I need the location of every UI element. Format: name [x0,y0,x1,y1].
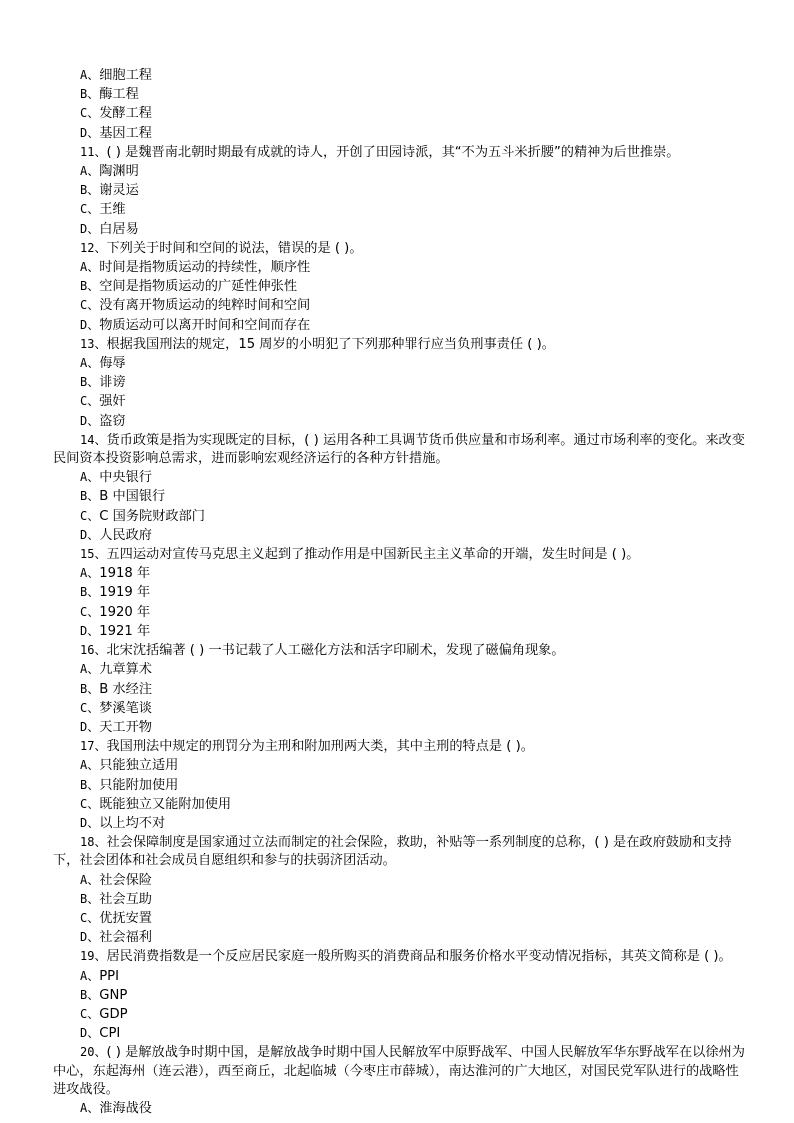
question-17 [53,737,750,833]
option-d: D、基因工程 [80,125,152,141]
question-20 [53,1043,750,1118]
option-a: A、1918 年 [80,566,151,582]
option-c: C、发酵工程 [80,106,152,122]
option-d: D、以上均不对 [80,815,166,831]
question-16 [53,641,750,737]
question-text: 11、( ) 是魏晋南北朝时期最有成就的诗人，开创了田园诗派，其“不为五斗米折腰”的精神为后世推崇。 [80,144,680,160]
option-d: D、社会福利 [80,930,152,946]
option-b: B、酶工程 [80,87,139,103]
option-b: B、B 水经注 [80,681,153,697]
option-a: A、社会保险 [80,872,152,888]
option-c: C、C 国务院财政部门 [80,508,205,524]
option-d: D、1921 年 [80,623,151,639]
option-c: C、王维 [80,202,126,218]
option-d: D、CPI [80,1026,121,1042]
option-c: C、1920 年 [80,604,151,620]
option-b: B、GNP [80,987,128,1003]
option-b: B、社会互助 [80,891,152,907]
option-d: D、物质运动可以离开时间和空间而存在 [80,317,311,333]
option-c: C、梦溪笔谈 [80,700,152,716]
option-b: B、只能附加使用 [80,777,179,793]
option-a: A、细胞工程 [80,68,152,83]
question-15 [53,545,750,641]
document-page [53,66,750,1118]
option-c: C、GDP [80,1006,128,1022]
question-text: 17、我国刑法中规定的刑罚分为主刑和附加刑两大类，其中主刑的特点是 ( )。 [80,739,534,755]
option-b: B、1919 年 [80,585,151,601]
question-19 [53,947,750,1043]
option-b: B、诽谤 [80,375,126,391]
question-text: 15、五四运动对宣传马克思主义起到了推动作用是中国新民主主义革命的开端，发生时间是 ( )。 [80,547,640,563]
question-14 [53,431,750,545]
question-text: 20、( ) 是解放战争时期中国，是解放战争时期中国人民解放军中原野战军、中国人民解放军华东野战军在以徐州为中心，东起海州（连云港），西至商丘，北起临城（今枣庄市薛城），南达淮河的广大地区，对国民党军队进行的战略性进攻战役。 [53,1045,745,1097]
question-text: 19、居民消费指数是一个反应居民家庭一般所购买的消费商品和服务价格水平变动情况指标，其英文简称是 ( )。 [80,949,732,965]
question-text: 13、根据我国刑法的规定，15 周岁的小明犯了下列那种罪行应当负刑事责任 ( )。 [80,336,555,352]
option-d: D、天工开物 [80,719,152,735]
option-c: C、强奸 [80,394,126,410]
question-10-options [53,66,750,143]
option-b: B、B 中国银行 [80,489,166,505]
option-a: A、只能独立适用 [80,758,179,774]
question-text: 12、下列关于时间和空间的说法，错误的是 ( )。 [80,240,363,256]
option-a: A、时间是指物质运动的持续性，顺序性 [80,260,311,276]
option-a: A、淮海战役 [80,1100,152,1116]
option-d: D、盗窃 [80,413,126,429]
option-d: D、白居易 [80,221,139,237]
question-18 [53,833,750,947]
option-c: C、既能独立又能附加使用 [80,796,232,812]
option-d: D、人民政府 [80,527,152,543]
option-a: A、陶渊明 [80,164,139,180]
option-c: C、优抚安置 [80,910,152,926]
option-a: A、PPI [80,968,120,984]
option-a: A、侮辱 [80,356,126,372]
option-a: A、九章算术 [80,662,152,678]
question-11 [53,143,750,239]
option-b: B、空间是指物质运动的广延性伸张性 [80,279,298,295]
option-c: C、没有离开物质运动的纯粹时间和空间 [80,298,311,314]
question-text: 16、北宋沈括编著 ( ) 一书记载了人工磁化方法和活字印刷术，发现了磁偏角现象。 [80,643,565,659]
question-13 [53,335,750,431]
question-text: 18、社会保障制度是国家通过立法而制定的社会保险，救助，补贴等一系列制度的总称，( ) 是在政府鼓励和支持下，社会团体和社会成员自愿组织和参与的扶弱济团活动。 [53,835,732,869]
option-a: A、中央银行 [80,470,152,486]
question-text: 14、货币政策是指为实现既定的目标，( ) 运用各种工具调节货币供应量和市场利率。通过市场利率的变化。来改变民间资本投资影响总需求，进而影响宏观经济运行的各种方针措施。 [53,432,745,467]
question-12 [53,239,750,335]
option-b: B、谢灵运 [80,183,139,199]
